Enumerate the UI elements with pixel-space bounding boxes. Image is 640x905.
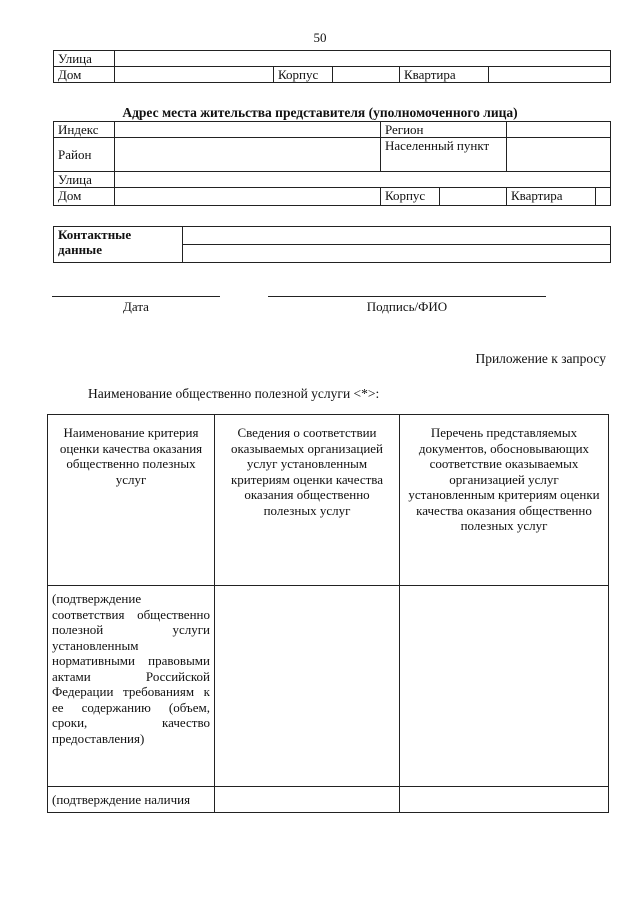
street-field[interactable]	[115, 51, 611, 67]
criterion-row-2: (подтверждение наличия	[48, 787, 215, 813]
building-field[interactable]	[439, 188, 506, 206]
index-label: Индекс	[54, 122, 115, 138]
documents-cell-2[interactable]	[400, 787, 609, 813]
representative-address-table	[53, 121, 611, 206]
apartment-label: Квартира	[400, 67, 489, 83]
page-number: 50	[313, 30, 327, 45]
region-label: Регион	[380, 122, 506, 138]
compliance-cell-1[interactable]	[215, 586, 400, 787]
service-name-label: Наименование общественно полезной услуги <*>:	[88, 386, 380, 401]
apartment-field[interactable]	[595, 188, 610, 206]
appendix-title: Приложение к запросу	[475, 351, 606, 366]
street-label: Улица	[54, 172, 115, 188]
building-label: Корпус	[274, 67, 333, 83]
criterion-row-1: (подтверждение соответствия общественно полезной услуги установленным нормативными правовыми актами Российской Федерации требованиям к ее содержанию (объем, сроки, качество предоставления)	[48, 586, 215, 787]
street-label: Улица	[54, 51, 115, 67]
street-field[interactable]	[115, 172, 611, 188]
address-table-1	[53, 50, 611, 83]
criteria-table	[47, 414, 609, 813]
signature-label: Подпись/ФИО	[366, 299, 448, 314]
house-label: Дом	[54, 67, 115, 83]
contacts-label-line1: Контактные	[58, 227, 132, 242]
compliance-cell-2[interactable]	[215, 787, 400, 813]
building-field[interactable]	[333, 67, 400, 83]
district-field[interactable]	[115, 138, 381, 172]
house-field[interactable]	[115, 188, 381, 206]
contacts-label-line2: данные	[58, 242, 102, 257]
district-label: Район	[54, 138, 115, 172]
settlement-label: Населенный пункт	[380, 138, 506, 172]
contacts-field-1[interactable]	[183, 227, 611, 245]
signature-line	[268, 296, 546, 297]
settlement-field[interactable]	[506, 138, 610, 172]
contacts-label	[54, 227, 183, 263]
header-compliance-info: Сведения о соответствии оказываемых организацией услуг установленным критериям оценки качества оказания общественно полезных услуг	[215, 415, 400, 586]
date-line	[52, 296, 220, 297]
representative-address-title: Адрес места жительства представителя (уполномоченного лица)	[122, 105, 518, 120]
date-label: Дата	[123, 299, 149, 314]
header-documents-list: Перечень представляемых документов, обосновывающих соответствие оказываемых организацией услуг установленным критериям оценки качества оказания общественно полезных услуг	[400, 415, 609, 586]
contacts-field-2[interactable]	[183, 245, 611, 263]
building-label: Корпус	[380, 188, 439, 206]
documents-cell-1[interactable]	[400, 586, 609, 787]
header-criterion-name: Наименование критерия оценки качества оказания общественно полезных услуг	[48, 415, 215, 586]
house-field[interactable]	[115, 67, 274, 83]
contacts-table	[53, 226, 611, 263]
apartment-label: Квартира	[506, 188, 595, 206]
apartment-field[interactable]	[489, 67, 611, 83]
house-label: Дом	[54, 188, 115, 206]
index-field[interactable]	[115, 122, 381, 138]
region-field[interactable]	[506, 122, 610, 138]
